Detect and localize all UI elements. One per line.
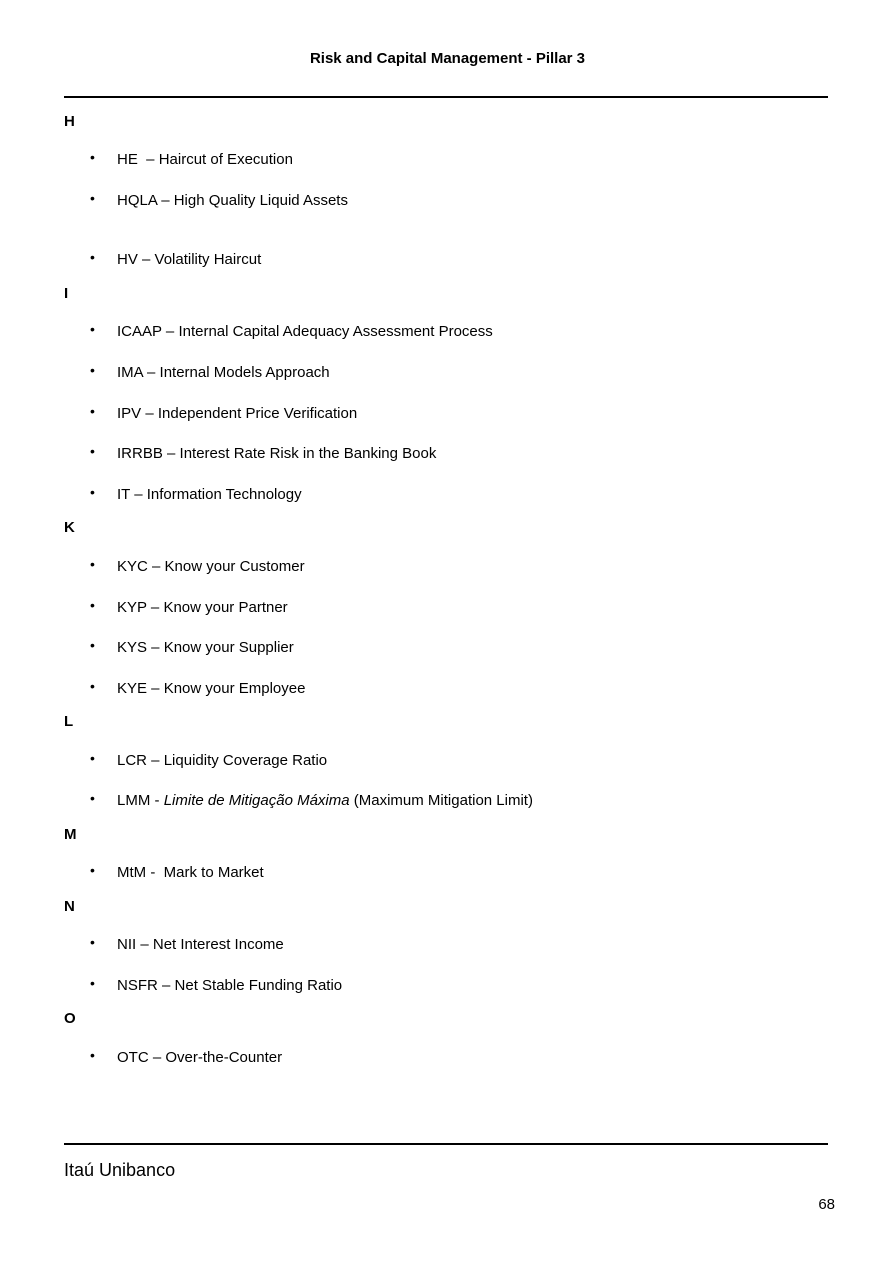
definition: Internal Models Approach (159, 364, 330, 381)
definition: Net Stable Funding Ratio (174, 977, 343, 994)
bullet-icon: • (90, 403, 95, 419)
definition: Interest Rate Risk in the Banking Book (179, 445, 437, 462)
abbr: ICAAP (117, 323, 162, 340)
glossary-item-ipv: • IPV – Independent Price Verification (90, 403, 358, 422)
definition: Internal Capital Adequacy Assessment Process (178, 323, 493, 340)
definition: Independent Price Verification (157, 405, 358, 422)
abbr: HV (117, 251, 138, 268)
definition: Mark to Market (163, 864, 264, 881)
section-letter-n: N (64, 898, 75, 915)
bullet-icon: • (90, 862, 95, 878)
definition: Volatility Haircut (154, 251, 262, 268)
glossary-item-ima: • IMA – Internal Models Approach (90, 362, 330, 381)
definition: Know your Customer (164, 558, 305, 575)
bullet-icon: • (90, 790, 95, 806)
abbr: LMM (117, 792, 151, 809)
bullet-icon: • (90, 597, 95, 613)
definition: Know your Supplier (163, 639, 294, 656)
glossary-item-otc: • OTC – Over-the-Counter (90, 1047, 283, 1066)
glossary-item-kye: • KYE – Know your Employee (90, 678, 306, 697)
bullet-icon: • (90, 362, 95, 378)
abbr: IRRBB (117, 445, 163, 462)
section-letter-l: L (64, 713, 74, 730)
bullet-icon: • (90, 190, 95, 206)
bullet-icon: • (90, 321, 95, 337)
abbr: KYS (117, 639, 148, 656)
glossary-item-kyc: • KYC – Know your Customer (90, 556, 305, 575)
section-letter-m: M (64, 826, 77, 843)
section-letter-k: K (64, 519, 75, 536)
glossary-item-nsfr: • NSFR – Net Stable Funding Ratio (90, 975, 343, 994)
glossary-item-it: • IT – Information Technology (90, 484, 302, 503)
section-letter-o: O (64, 1010, 76, 1027)
abbr: OTC (117, 1049, 149, 1066)
section-letter-h: H (64, 113, 75, 130)
glossary-item-kyp: • KYP – Know your Partner (90, 597, 288, 616)
bullet-icon: • (90, 484, 95, 500)
glossary-item-nii: • NII – Net Interest Income (90, 934, 284, 953)
glossary-item-irrbb: • IRRBB – Interest Rate Risk in the Banking Book (90, 443, 437, 462)
bullet-icon: • (90, 249, 95, 265)
definition: (Maximum Mitigation Limit) (349, 792, 533, 809)
abbr: IPV (117, 405, 142, 422)
bullet-icon: • (90, 556, 95, 572)
abbr: MtM (117, 864, 147, 881)
glossary-item-icaap: • ICAAP – Internal Capital Adequacy Assessment Process (90, 321, 493, 340)
definition: Haircut of Execution (158, 151, 293, 168)
footer-brand: Itaú Unibanco (64, 1160, 176, 1180)
bullet-icon: • (90, 149, 95, 165)
abbr: HQLA (117, 192, 158, 209)
definition: Liquidity Coverage Ratio (163, 752, 328, 769)
bullet-icon: • (90, 637, 95, 653)
bullet-icon: • (90, 1047, 95, 1063)
definition: Know your Employee (163, 680, 306, 697)
definition: Know your Partner (163, 599, 288, 616)
glossary-item-he: • HE – Haircut of Execution (90, 149, 293, 168)
abbr: KYP (117, 599, 147, 616)
glossary-item-hv: • HV – Volatility Haircut (90, 249, 262, 268)
page-header-title: Risk and Capital Management - Pillar 3 (309, 50, 586, 67)
abbr: NII (117, 936, 137, 953)
definition: Net Interest Income (152, 936, 284, 953)
definition: Information Technology (146, 486, 302, 503)
header-rule (64, 96, 828, 98)
abbr: IMA (117, 364, 143, 381)
glossary-item-kys: • KYS – Know your Supplier (90, 637, 294, 656)
bullet-icon: • (90, 443, 95, 459)
abbr: KYC (117, 558, 148, 575)
abbr: KYE (117, 680, 148, 697)
page-number: 68 (818, 1196, 835, 1213)
definition: High Quality Liquid Assets (173, 192, 348, 209)
glossary-item-mtm: • MtM - Mark to Market (90, 862, 264, 881)
footer-rule (64, 1143, 828, 1145)
definition: Over-the-Counter (165, 1049, 283, 1066)
abbr: NSFR (117, 977, 158, 994)
bullet-icon: • (90, 750, 95, 766)
abbr: IT (117, 486, 131, 503)
section-letter-i: I (64, 285, 69, 302)
abbr: HE (117, 151, 138, 168)
glossary-item-lmm: • LMM - Limite de Mitigação Máxima (Maximum Mitigation Limit) (90, 790, 533, 809)
bullet-icon: • (90, 934, 95, 950)
bullet-icon: • (90, 678, 95, 694)
glossary-item-lcr: • LCR – Liquidity Coverage Ratio (90, 750, 328, 769)
definition-portuguese: Limite de Mitigação Máxima (163, 792, 350, 809)
glossary-item-hqla: • HQLA – High Quality Liquid Assets (90, 190, 348, 209)
bullet-icon: • (90, 975, 95, 991)
abbr: LCR (117, 752, 148, 769)
